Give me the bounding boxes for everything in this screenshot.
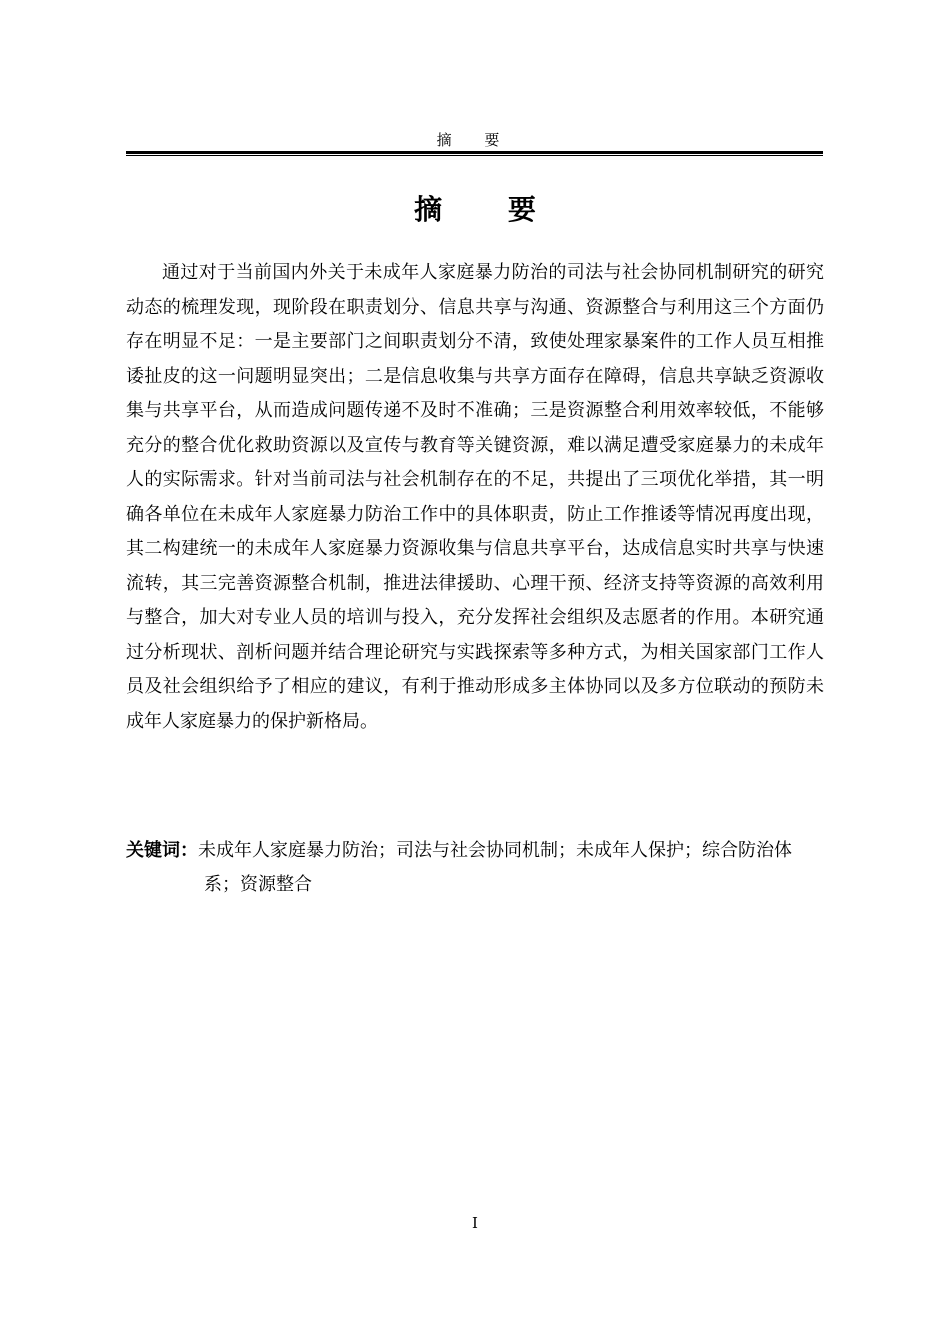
page-title: 摘 要	[414, 193, 564, 226]
header-rule-thick	[126, 151, 823, 154]
keywords-line	[126, 834, 824, 902]
abstract-paragraph: 通过对于当前国内外关于未成年人家庭暴力防治的司法与社会协同机制研究的研究动态的梳理发现，现阶段在职责划分、信息共享与沟通、资源整合与利用这三个方面仍存在明显不足：一是主要部门之间职责划分不清，致使处理家暴案件的工作人员互相推诿扯皮的这一问题明显突出；二是信息收集与共享方面存在障碍，信息共享缺乏资源收集与共享平台，从而造成问题传递不及时不准确；三是资源整合利用效率较低，不能够充分的整合优化救助资源以及宣传与教育等关键资源，难以满足遭受家庭暴力的未成年人的实际需求。针对当前司法与社会机制存在的不足，共提出了三项优化举措，其一明确各单位在未成年人家庭暴力防治工作中的具体职责，防止工作推诿等情况再度出现，其二构建统一的未成年人家庭暴力资源收集与信息共享平台，达成信息实时共享与快速流转，其三完善资源整合机制，推进法律援助、心理干预、经济支持等资源的高效利用与整合，加大对专业人员的培训与投入，充分发挥社会组织及志愿者的作用。本研究通过分析现状、剖析问题并结合理论研究与实践探索等多种方式，为相关国家部门工作人员及社会组织给予了相应的建议，有利于推动形成多主体协同以及多方位联动的预防未成年人家庭暴力的保护新格局。	[126, 262, 824, 732]
header-rule-thin	[126, 155, 823, 156]
page-number: I	[472, 1214, 478, 1232]
keywords-label: 关键词：	[126, 840, 198, 861]
running-header: 摘 要	[436, 131, 514, 149]
keywords-text: 未成年人家庭暴力防治；司法与社会协同机制；未成年人保护；综合防治体系；资源整合	[198, 840, 792, 895]
